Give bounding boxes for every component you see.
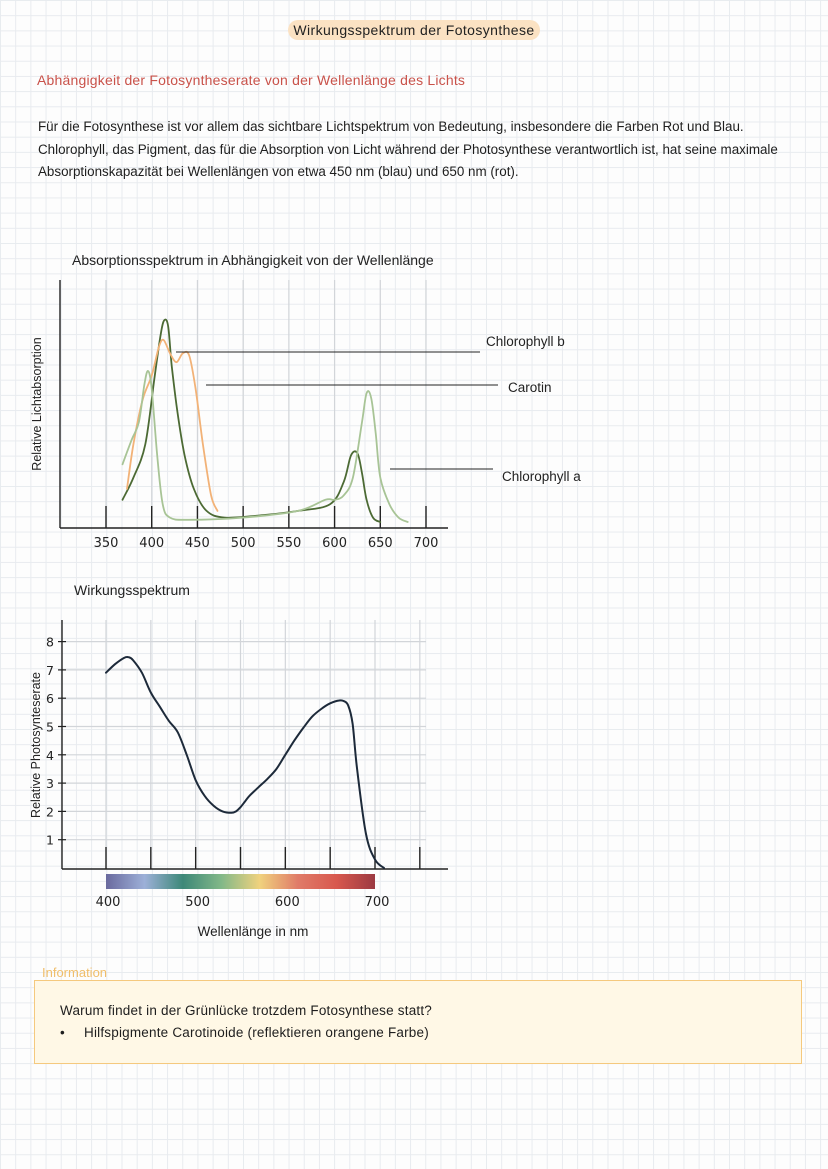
spectrum-bar xyxy=(106,874,375,889)
abs-annotation-label: Chlorophyll a xyxy=(502,469,581,484)
act-y-tick-label: 7 xyxy=(46,662,54,678)
act-x-tick-label: 400 xyxy=(95,895,121,910)
intro-paragraph: Für die Fotosynthese ist vor allem das sichtbare Lichtspektrum von Bedeutung, insbesondere die Farben Rot und Blau. Chlorophyll, das Pigment, das für die Absorption von Licht während der Photosynthese verantwortlich ist, hat seine maximale Absorptionskapazität bei Wellenlängen von etwa 450 nm (blau) und 650 nm (rot). xyxy=(38,119,778,180)
act-x-tick-label: 500 xyxy=(185,895,211,910)
act-x-axis-label: Wellenlänge in nm xyxy=(197,924,309,939)
abs-x-tick-label: 600 xyxy=(322,536,347,551)
info-box xyxy=(34,980,802,1064)
bullet-icon: • xyxy=(60,1025,65,1040)
abs-x-tick-label: 350 xyxy=(93,536,119,551)
abs-x-tick-label: 450 xyxy=(185,536,210,551)
act-y-tick-label: 6 xyxy=(46,691,54,707)
info-list-item: Hilfspigmente Carotinoide (reflektieren orangene Farbe) xyxy=(84,1025,429,1040)
act-x-tick-label: 700 xyxy=(364,895,390,910)
act-y-tick-label: 5 xyxy=(46,719,54,735)
abs-x-tick-label: 650 xyxy=(367,536,393,551)
abs-x-tick-label: 400 xyxy=(139,536,165,551)
abs-annotation-label: Chlorophyll b xyxy=(486,334,565,349)
act-y-tick-label: 4 xyxy=(46,747,54,763)
act-series-line xyxy=(106,657,384,868)
act-y-tick-label: 8 xyxy=(46,634,54,650)
section-subheading: Abhängigkeit der Fotosyntheserate von der Wellenlänge des Lichts xyxy=(37,72,466,88)
abs-x-tick-label: 700 xyxy=(413,536,439,551)
act-y-tick-label: 3 xyxy=(46,776,54,792)
act-y-tick-label: 2 xyxy=(46,804,54,820)
act-x-tick-label: 600 xyxy=(274,895,300,910)
page-title-text: Wirkungsspektrum der Fotosynthese xyxy=(288,20,539,40)
act-y-tick-label: 1 xyxy=(46,832,54,848)
abs-x-tick-label: 550 xyxy=(276,536,302,551)
act-y-axis-label: Relative Photosynteserate xyxy=(29,672,43,818)
absorption-chart-title: Absorptionsspektrum in Abhängigkeit von der Wellenlänge xyxy=(72,252,434,268)
abs-y-axis-label: Relative Lichtabsorption xyxy=(30,337,44,471)
action-chart-title: Wirkungsspektrum xyxy=(74,582,190,598)
info-question: Warum findet in der Grünlücke trotzdem Fotosynthese statt? xyxy=(60,1003,433,1018)
abs-annotation-label: Carotin xyxy=(508,380,552,395)
abs-x-tick-label: 500 xyxy=(230,536,256,551)
info-label: Information xyxy=(42,965,108,980)
abs-series-line xyxy=(123,371,408,522)
